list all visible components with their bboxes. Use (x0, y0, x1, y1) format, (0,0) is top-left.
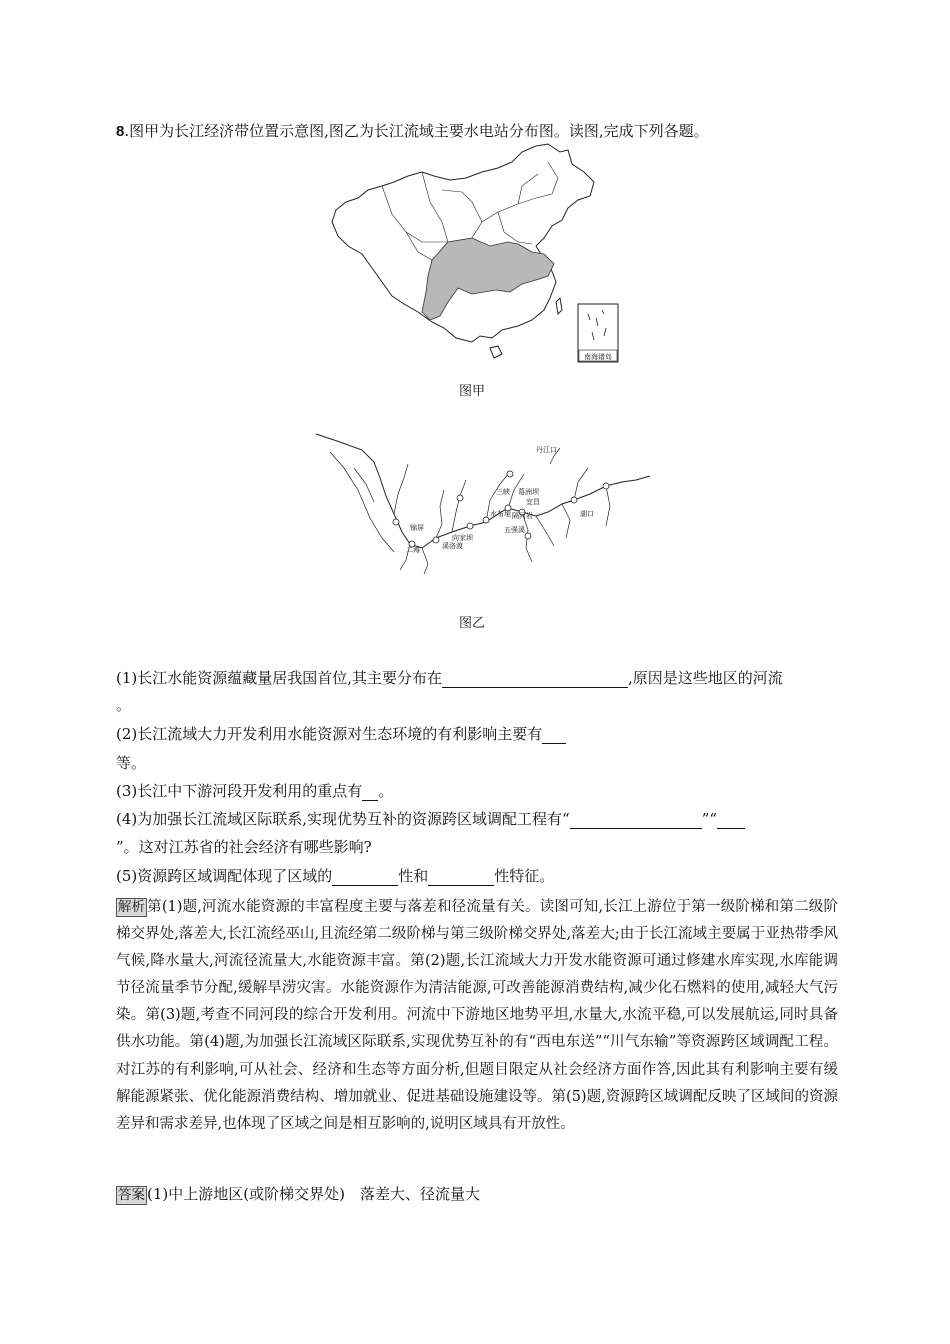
explanation-tag: 解析 (118, 899, 145, 915)
sub-question-1 (116, 667, 783, 688)
question-number: 8 (116, 123, 125, 140)
q5-text-mid: 性和 (398, 867, 429, 885)
figure-a-map (322, 142, 626, 366)
answer-blank[interactable] (362, 784, 378, 801)
q4-text-mid: ”“ (701, 810, 718, 828)
q3-text: (3)长江中下游河段开发利用的重点有 (116, 782, 363, 800)
answer-blank[interactable] (570, 812, 702, 829)
question-stem (116, 120, 709, 141)
sub-question-3 (116, 780, 393, 801)
yangtze-main-river (316, 434, 650, 548)
station-label: 锦屏 (410, 524, 424, 532)
station-label: 宜昌 (526, 498, 540, 506)
question-text: .图甲为长江经济带位置示意图,图乙为长江流域主要水电站分布图。读图,完成下列各题。 (124, 122, 709, 140)
answer-blank[interactable] (428, 869, 494, 886)
q1-continuation: 。 (116, 696, 132, 714)
station-label: 丹江口 (536, 446, 557, 454)
station-label: 五强溪 (504, 526, 525, 534)
answer-tag: 答案 (118, 1187, 145, 1203)
taiwan-island (556, 298, 562, 314)
station-label: 三峡 (496, 488, 510, 496)
explanation-block (116, 894, 838, 1138)
answer-block (116, 1183, 480, 1205)
answer-blank[interactable] (717, 812, 745, 829)
explanation-text: 第(1)题,河流水能资源的丰富程度主要与落差和径流量有关。读图可知,长江上游位于第一级阶梯和第二级阶梯交界处,落差大,长江流经巫山,且流经第二级阶梯与第三级阶梯交界处,落差大;由于长江流域主要属于亚热带季风气候,降水量大,河流径流量大,水能资源丰富。第(2)题,长江流域大力开发水能资源可通过修建水库实现,水库能调节径流量季节分配,缓解旱涝灾害。水能资源作为清洁能源,可改善能源消费结构,减少化石燃料的使用,减轻大气污染。第(3)题,考查不同河段的综合开发利用。河流中下游地区地势平坦,水量大,水流平稳,可以发展航运,同时具备供水功能。第(4)题,为加强长江流域区际联系,实现优势互补的有“西电东送”“川气东输”等资源跨区域调配工程。对江苏的有利影响,可从社会、经济和生态等方面分析,但题目限定从社会经济方面作答,因此其有利影响主要有缓解能源紧张、优化能源消费结构、增加就业、促进基础设施建设等。第(5)题,资源跨区域调配反映了区域间的资源差异和需求差异,也体现了区域之间是相互影响的,说明区域具有开放性。 (116, 899, 838, 1132)
station-label: 二滩 (406, 546, 420, 554)
station-label: 溪洛渡 (442, 542, 463, 550)
q5-text-end: 性特征。 (494, 867, 555, 885)
q2-text-a: (2)长江流域大力开发利用水能资源对生态环境的有利影响主要有 (116, 725, 543, 743)
q1-text-b: ,原因是这些地区的河流 (628, 669, 783, 687)
answer-blank[interactable] (442, 671, 628, 688)
figure-b-map (310, 428, 656, 578)
figure-b-caption: 图乙 (458, 616, 485, 631)
yangtze-economic-belt-shade (422, 238, 554, 320)
q2-continuation: 等。 (116, 754, 147, 772)
q4-continuation: ”。这对江苏省的社会经济有哪些影响? (116, 838, 372, 856)
q3-end: 。 (378, 782, 394, 800)
q1-text-a: (1)长江水能资源蕴藏量居我国首位,其主要分布在 (116, 669, 443, 687)
q5-text-a: (5)资源跨区域调配体现了区域的 (116, 867, 333, 885)
hainan-island (490, 346, 502, 358)
station-label: 湖口 (580, 510, 594, 518)
inset-label: 南海诸岛 (584, 353, 612, 361)
answer-text: (1)中上游地区(或阶梯交界处) 落差大、径流量大 (147, 1185, 480, 1203)
answer-blank[interactable] (542, 727, 566, 744)
station-label: 隔河岩 (512, 512, 533, 520)
sub-question-5 (116, 865, 554, 886)
inset-box (578, 304, 618, 362)
tributaries (330, 448, 610, 574)
figure-a-caption: 图甲 (458, 384, 485, 399)
station-label: 水布垭 (490, 510, 511, 518)
station-label: 葛洲坝 (518, 488, 539, 496)
sub-question-2 (116, 723, 566, 744)
answer-blank[interactable] (332, 869, 398, 886)
q4-text-a: (4)为加强长江流域区际联系,实现优势互补的资源跨区域调配工程有“ (116, 810, 570, 828)
sub-question-4 (116, 808, 745, 829)
station-label: 向家坝 (452, 534, 473, 542)
